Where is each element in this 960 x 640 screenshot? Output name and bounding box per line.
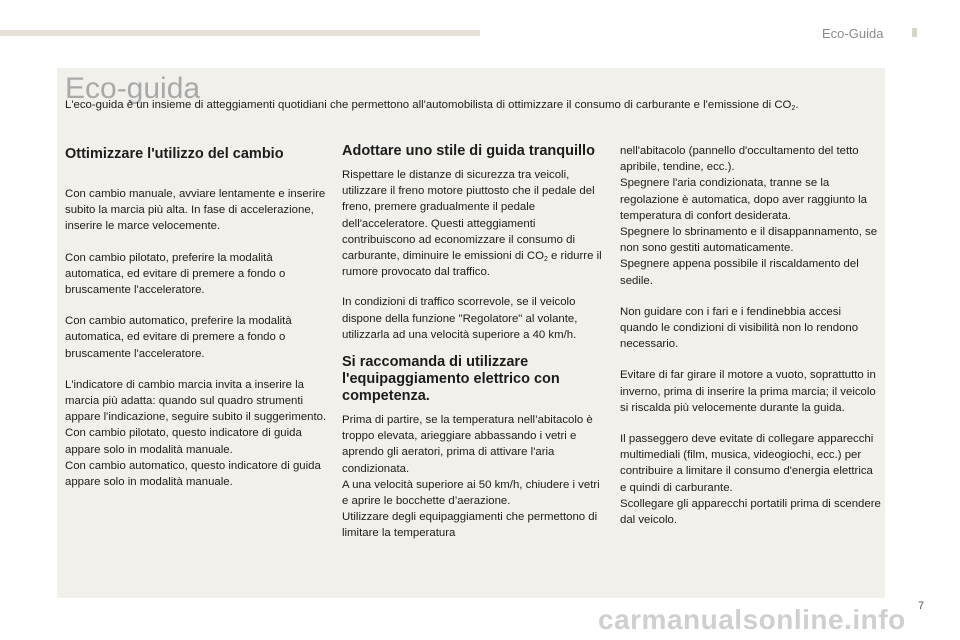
paragraph: Con cambio manuale, avviare lentamente e inserire subito la marcia più alta. In fase di accelerazione, inserire le marce velocemente. <box>65 188 326 233</box>
paragraph: Rispettare le distanze di sicurezza tra veicoli, utilizzare il freno motore piuttosto che il pedale del freno, premere gradualmente il pedale dell'acceleratore. Questi atteggiamenti contribuiscono ad economizzare il consumo di carburante, diminuire le emissioni di $CO_2$ e ridurre il rumore provocato dal traffico. <box>342 169 602 279</box>
page-title: Eco-guida <box>65 72 201 105</box>
paragraph: Con cambio pilotato, preferire la modalità automatica, ed evitare di premere a fondo o bruscamente l'acceleratore. <box>65 251 286 297</box>
heading-electrical-equipment: Si raccomanda di utilizzare l'equipaggiamento elettrico con competenza. <box>342 354 560 405</box>
header-accent-bar <box>0 30 480 36</box>
column-3 <box>620 143 882 543</box>
paragraph: Prima di partire, se la temperatura nell’abitacolo è troppo elevata, arieggiare abbassando i vetri e aprendo gli aeratori, prima di attivare l'aria condizionata. A una velocità superiore ai 50 km/h, chiudere i vetri e aprire le bocchette d’aerazione. Utilizzare degli equipaggiamenti che permettono di limitare la temperatura <box>342 414 600 540</box>
column-2 <box>342 143 602 556</box>
paragraph: Il passeggero deve evitate di collegare apparecchi multimediali (film, musica, videogiochi, ecc.) per contribuire a limitare il consumo d'energia elettrica e quindi di carburante. Scollegare gli apparecchi portatili prima di scendere dal veicolo. <box>620 433 881 527</box>
heading-gearbox: Ottimizzare l'utilizzo del cambio <box>65 146 284 162</box>
paragraph: In condizioni di traffico scorrevole, se il veicolo dispone della funzione "Regolatore" al volante, utilizzarla ad una velocità superiore a 40 km/h. <box>342 296 578 341</box>
paragraph: Evitare di far girare il motore a vuoto, soprattutto in inverno, prima di inserire la prima marcia; il veicolo si riscalda più velocemente durante la guida. <box>620 369 876 414</box>
section-name: Eco-Guida <box>822 26 884 41</box>
paragraph: Con cambio automatico, preferire la modalità automatica, ed evitare di premere a fondo o bruscamente l'acceleratore. <box>65 315 292 360</box>
heading-driving-style: Adottare uno stile di guida tranquillo <box>342 143 595 159</box>
intro-text: L'eco-guida è un insieme di atteggiamenti quotidiani che permettono all'automobilista di ottimizzare il consumo di carburante e l'emissione di $CO_2$. <box>65 99 799 112</box>
header-marker <box>912 28 917 37</box>
paragraph: Non guidare con i fari e i fendinebbia accesi quando le condizioni di visibilità non lo rendono necessario. <box>620 305 859 351</box>
paragraph: nell'abitacolo (pannello d'occultamento del tetto apribile, tendine, ecc.). Spegnere l'aria condizionata, tranne se la regolazione è automatica, dopo aver raggiunto la temperatura di confort desiderata. Spegnere lo sbrinamento e il disappannamento, se non sono gestiti automaticamente. Spegnere appena possibile il riscaldamento del sedile. <box>620 145 878 287</box>
page-number: 7 <box>918 600 925 612</box>
column-1 <box>65 143 327 505</box>
paragraph: L'indicatore di cambio marcia invita a inserire la marcia più adatta: quando sul quadro strumenti appare l'indicazione, seguire subito il suggerimento. Con cambio pilotato, questo indicatore di guida appare solo in modalità manuale. Con cambio automatico, questo indicatore di guida appare solo in modalità manuale. <box>65 378 327 489</box>
watermark: carmanualsonline.info <box>598 604 906 635</box>
